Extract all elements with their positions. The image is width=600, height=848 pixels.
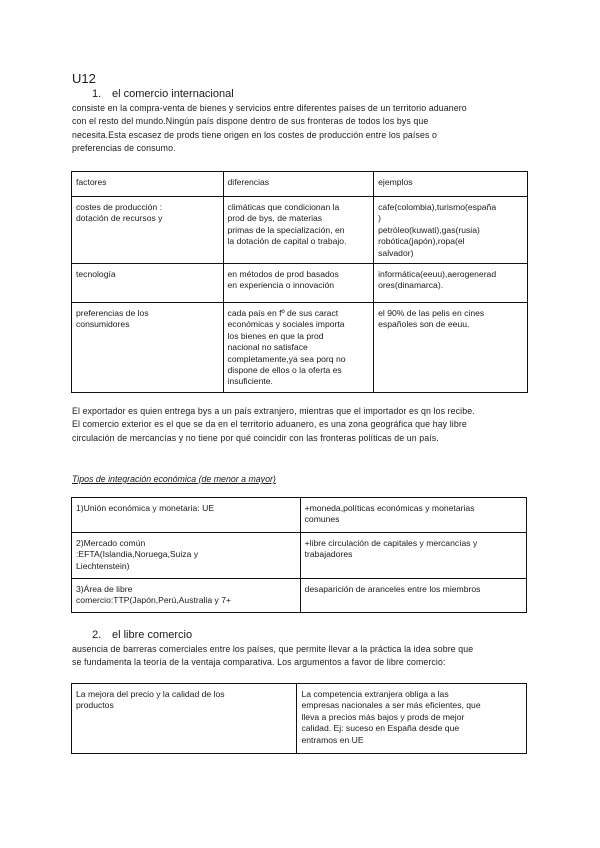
integration-table bbox=[71, 497, 527, 613]
table-header-cell: diferencias bbox=[223, 172, 374, 197]
free-trade-table bbox=[71, 683, 527, 754]
table-row bbox=[72, 197, 528, 264]
section-1-heading bbox=[92, 88, 234, 100]
section-1-paragraph: consiste en la compra-venta de bienes y servicios entre diferentes países de un territorio aduanero con el resto del mundo.Ningún país dispone dentro de sus fronteras de todos los bys que necesita.Esta escasez de prods tiene origen en los costes de producción entre los países o preferencias de consumo. bbox=[72, 103, 467, 154]
table-cell: climáticas que condicionan la prod de bys, de materias primas de la specialización, en la dotación de capital o trabajo. bbox=[223, 197, 374, 264]
table-header-cell: ejemplos bbox=[374, 172, 528, 197]
table-row bbox=[72, 533, 527, 579]
table-row bbox=[72, 264, 528, 303]
table-cell: 2)Mercado común :EFTA(Islandia,Noruega,Suiza y Liechtenstein) bbox=[72, 533, 301, 579]
factors-table bbox=[71, 171, 528, 393]
table-cell: el 90% de las pelis en cines españoles son de eeuu. bbox=[374, 303, 528, 393]
table-cell: informática(eeuu),aerogenerad ores(dinamarca). bbox=[374, 264, 528, 303]
section-2-heading bbox=[92, 629, 192, 641]
table-cell: costes de producción : dotación de recursos y bbox=[72, 197, 224, 264]
table-row bbox=[72, 579, 527, 613]
section-2-title: el libre comercio bbox=[112, 629, 193, 641]
table-cell: +moneda,políticas económicas y monetarias comunes bbox=[300, 498, 526, 533]
table-cell: tecnología bbox=[72, 264, 224, 303]
table-cell: La mejora del precio y la calidad de los productos bbox=[72, 684, 297, 754]
integration-types-heading: Tipos de integración económica (de menor a mayor) bbox=[72, 474, 276, 484]
table-header-cell: factores bbox=[72, 172, 224, 197]
table-cell: en métodos de prod basados en experiencia o innovación bbox=[223, 264, 374, 303]
section-2-number: 2. bbox=[92, 629, 102, 641]
table-cell: cafe(colombia),turismo(españa ) petróleo(kuwati),gas(rusia) robótica(japón),ropa(el salvador) bbox=[374, 197, 528, 264]
table-header-row bbox=[72, 172, 528, 197]
section-1-number: 1. bbox=[92, 88, 102, 100]
table-row bbox=[72, 684, 527, 754]
table-cell: cada país en fº de sus caract económicas y sociales importa los bienes en que la prod nacional no satisface completamente,ya sea porq no dispone de ellos o la oferta es insuficiente. bbox=[223, 303, 374, 393]
table-cell: +libre circulación de capitales y mercancías y trabajadores bbox=[300, 533, 526, 579]
table-cell: La competencia extranjera obliga a las empresas nacionales a ser más eficientes, que lleva a precios más bajos y prods de mejor calidad. Ej: suceso en España desde que entramos en UE bbox=[297, 684, 527, 754]
unit-title: U12 bbox=[72, 71, 96, 86]
table-row bbox=[72, 303, 528, 393]
table-row bbox=[72, 498, 527, 533]
exporter-paragraph: El exportador es quien entrega bys a un país extranjero, mientras que el importador es qn los recibe. El comercio exterior es el que se da en el territorio aduanero, es una zona geográfica que hay libre circulación de mercancías y no tiene por qué coincidir con las fronteras políticas de un país. bbox=[72, 406, 475, 443]
table-cell: 1)Unión económica y monetaria: UE bbox=[72, 498, 301, 533]
table-cell: 3)Área de libre comercio:TTP(Japón,Perú,Australia y 7+ bbox=[72, 579, 301, 613]
section-2-paragraph: ausencia de barreras comerciales entre los países, que permite llevar a la práctica la idea sobre que se fundamenta la teoría de la ventaja comparativa. Los argumentos a favor de libre comercio: bbox=[72, 644, 474, 668]
table-cell: preferencias de los consumidores bbox=[72, 303, 224, 393]
section-1-title: el comercio internacional bbox=[112, 88, 234, 100]
table-cell: desaparición de aranceles entre los miembros bbox=[300, 579, 526, 613]
